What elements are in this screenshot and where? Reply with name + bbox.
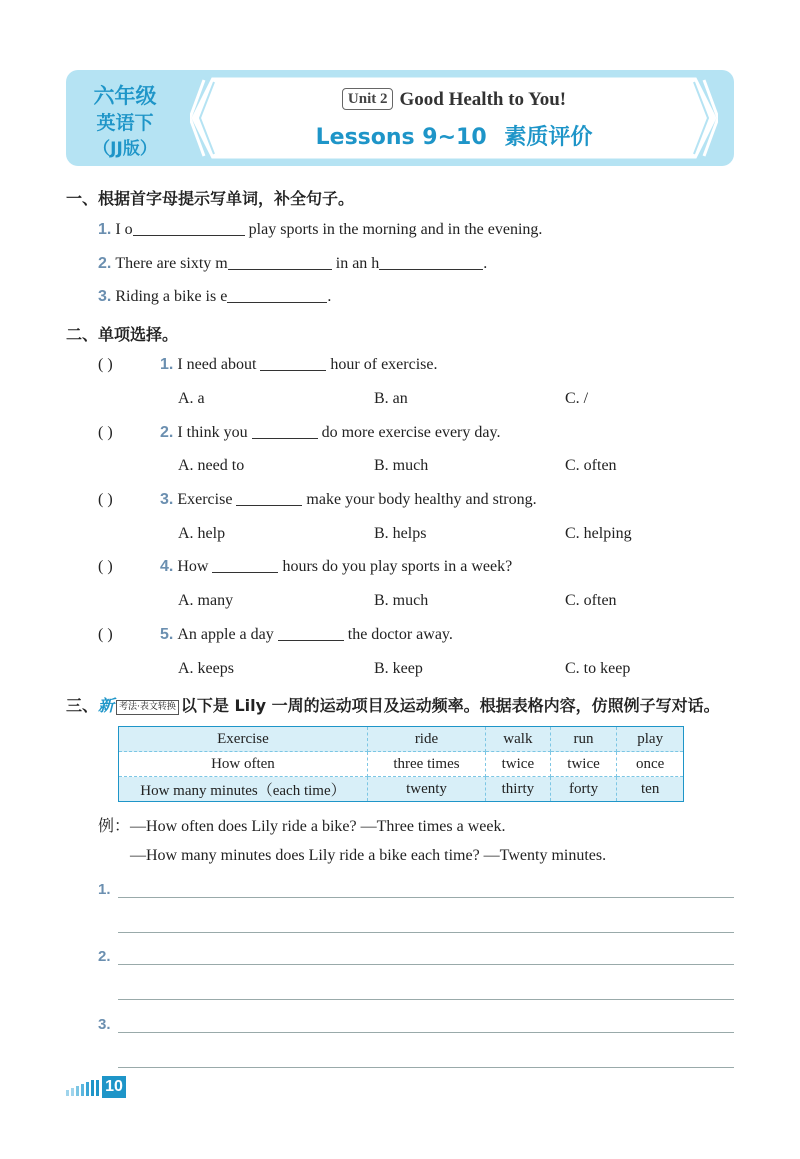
table-row [119, 727, 684, 752]
section-instruction: 以下是 Lily 一周的运动项目及运动频率。根据表格内容，仿照例子写对话。 [180, 696, 720, 715]
option-c[interactable]: C. helping [565, 525, 632, 542]
section-prefix: 三、 [66, 696, 99, 715]
lesson-range: Lessons 9~10 [315, 125, 487, 150]
question-text: hours do you play sports in a week? [282, 558, 513, 575]
option-b[interactable]: B. keep [374, 660, 423, 677]
table-cell: three times [367, 752, 485, 777]
item-number: 1. [98, 221, 112, 238]
question-number: 1. [160, 356, 174, 373]
exercise-table [118, 726, 684, 802]
answer-line[interactable] [118, 932, 734, 933]
s1-item-3 [98, 288, 331, 306]
option-a[interactable]: A. need to [178, 457, 245, 474]
question-number: 5. [160, 626, 174, 643]
question-4 [160, 558, 512, 576]
answer-blank [278, 626, 344, 641]
answer-line[interactable] [118, 964, 734, 965]
header-banner [66, 70, 734, 166]
answer-blank[interactable] [228, 255, 332, 270]
question-text: the doctor away. [347, 626, 453, 643]
question-text: make your body healthy and strong. [306, 491, 537, 508]
table-cell: ten [617, 777, 684, 802]
option-b[interactable]: B. much [374, 457, 429, 474]
option-c[interactable]: C. often [565, 592, 617, 609]
table-row [119, 777, 684, 802]
table-cell: thirty [486, 777, 551, 802]
question-3 [160, 491, 537, 509]
answer-paren[interactable]: ( ) [98, 491, 113, 508]
answer-blank [236, 491, 302, 506]
item-text: play sports in the morning and in the evening. [244, 221, 543, 238]
banner-text [190, 76, 718, 160]
table-cell: run [550, 727, 617, 752]
answer-paren[interactable]: ( ) [98, 626, 113, 643]
answer-paren[interactable]: ( ) [98, 558, 113, 575]
answer-blank [260, 356, 326, 371]
answer-number: 1. [98, 881, 111, 898]
example-text: —How often does Lily ride a bike? —Three times a week. [130, 818, 506, 835]
item-text: in an h [331, 255, 380, 272]
option-a[interactable]: A. keeps [178, 660, 234, 677]
s1-item-2 [98, 255, 487, 273]
answer-blank[interactable] [379, 255, 483, 270]
table-cell: twice [486, 752, 551, 777]
table-cell: twice [550, 752, 617, 777]
question-text: I think you [177, 424, 248, 441]
question-text: Exercise [177, 491, 233, 508]
question-text: How [177, 558, 209, 575]
table-cell: ride [367, 727, 485, 752]
question-1 [160, 356, 437, 374]
option-b[interactable]: B. helps [374, 525, 427, 542]
example-label: 例： [98, 816, 131, 835]
question-text: do more exercise every day. [321, 424, 501, 441]
item-text: . [327, 288, 332, 305]
section3-title [66, 693, 720, 716]
table-cell: forty [550, 777, 617, 802]
answer-blank [252, 424, 318, 439]
answer-paren[interactable]: ( ) [98, 424, 113, 441]
answer-blank[interactable] [133, 221, 245, 236]
option-a[interactable]: A. many [178, 592, 234, 609]
section1-title: 一、根据首字母提示写单词，补全句子。 [66, 189, 355, 208]
example-line-1 [98, 813, 505, 836]
item-text: Riding a bike is e [115, 288, 228, 305]
answer-blank [212, 558, 278, 573]
table-cell: How many minutes（each time） [119, 777, 368, 802]
question-number: 2. [160, 424, 174, 441]
table-cell: twenty [367, 777, 485, 802]
subject-text: 英语下 [96, 112, 154, 134]
answer-line[interactable] [118, 1032, 734, 1033]
tag-badge: 考法·表文转换 [116, 700, 179, 715]
item-text: . [483, 255, 488, 272]
example-line-2: —How many minutes does Lily ride a bike each time? —Twenty minutes. [130, 847, 607, 864]
answer-line[interactable] [118, 1067, 734, 1068]
section2-title: 二、单项选择。 [66, 325, 179, 344]
question-5 [160, 626, 453, 644]
item-text: I o [115, 221, 133, 238]
unit-title-text: Good Health to You! [399, 89, 567, 110]
page-number-text: 10 [102, 1076, 126, 1098]
table-cell: play [617, 727, 684, 752]
question-number: 3. [160, 491, 174, 508]
option-c[interactable]: C. often [565, 457, 617, 474]
option-c[interactable]: C. to keep [565, 660, 631, 677]
question-text: An apple a day [177, 626, 274, 643]
table-cell: How often [119, 752, 368, 777]
question-text: hour of exercise. [330, 356, 438, 373]
grade-text: 六年级 [93, 84, 157, 108]
question-number: 4. [160, 558, 174, 575]
answer-number: 3. [98, 1016, 111, 1033]
answer-blank[interactable] [227, 288, 327, 303]
question-text: I need about [177, 356, 257, 373]
question-2 [160, 424, 500, 442]
option-b[interactable]: B. much [374, 592, 429, 609]
option-b[interactable]: B. an [374, 390, 408, 407]
table-cell: Exercise [119, 727, 368, 752]
bars-decoration [66, 1080, 102, 1096]
table-row [119, 752, 684, 777]
edition-text: （JJ版） [93, 139, 157, 159]
s1-item-1 [98, 221, 542, 239]
answer-paren[interactable]: ( ) [98, 356, 113, 373]
answer-line[interactable] [118, 999, 734, 1000]
item-number: 3. [98, 288, 112, 305]
answer-number: 2. [98, 948, 111, 965]
table-cell: once [617, 752, 684, 777]
grade-label [66, 70, 184, 166]
unit-badge: Unit 2 [342, 88, 394, 110]
lesson-title [190, 120, 718, 151]
item-text: There are sixty m [115, 255, 228, 272]
item-number: 2. [98, 255, 112, 272]
lesson-cn: 素质评价 [504, 125, 593, 150]
new-mark: 新 [98, 696, 115, 715]
table-cell: walk [486, 727, 551, 752]
unit-title [190, 88, 718, 111]
answer-line[interactable] [118, 897, 734, 898]
option-a[interactable]: A. a [178, 390, 205, 407]
option-c[interactable]: C. / [565, 390, 589, 407]
option-a[interactable]: A. help [178, 525, 226, 542]
